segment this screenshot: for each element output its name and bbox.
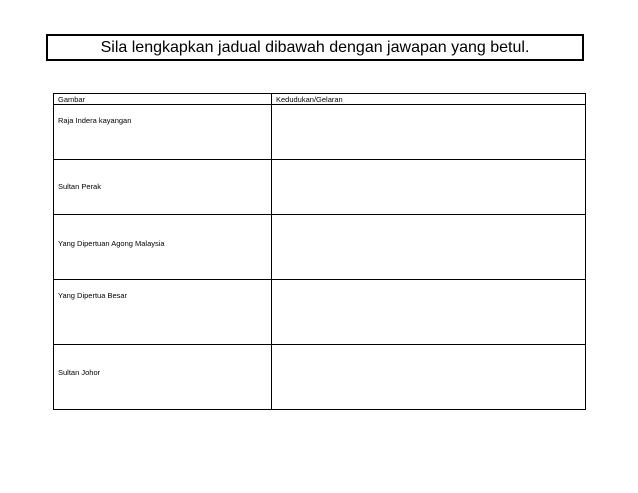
table-row [54,280,586,345]
answer-cell[interactable] [272,215,586,280]
instruction-box [46,34,584,61]
row-label-cell [54,105,272,160]
table-row [54,215,586,280]
row-label-cell [54,160,272,215]
answer-cell[interactable] [272,345,586,410]
table-row [54,345,586,410]
instruction-title: Sila lengkapkan jadual dibawah dengan jawapan yang betul. [100,38,530,56]
header-gambar: Gambar [54,94,272,105]
row-label-cell [54,345,272,410]
header-kedudukan-gelaran: Kedudukan/Gelaran [272,94,586,105]
row-label: Sultan Johor [58,368,101,377]
table-header-row [54,94,586,105]
row-label-cell [54,215,272,280]
row-label: Sultan Perak [58,182,101,191]
table-row [54,160,586,215]
row-label-cell [54,280,272,345]
table-row [54,105,586,160]
row-label: Raja Indera kayangan [58,116,132,125]
answer-cell[interactable] [272,105,586,160]
answer-cell[interactable] [272,280,586,345]
row-label: Yang Dipertua Besar [58,291,128,300]
answer-cell[interactable] [272,160,586,215]
row-label: Yang Dipertuan Agong Malaysia [58,239,165,248]
answer-table [53,93,586,410]
